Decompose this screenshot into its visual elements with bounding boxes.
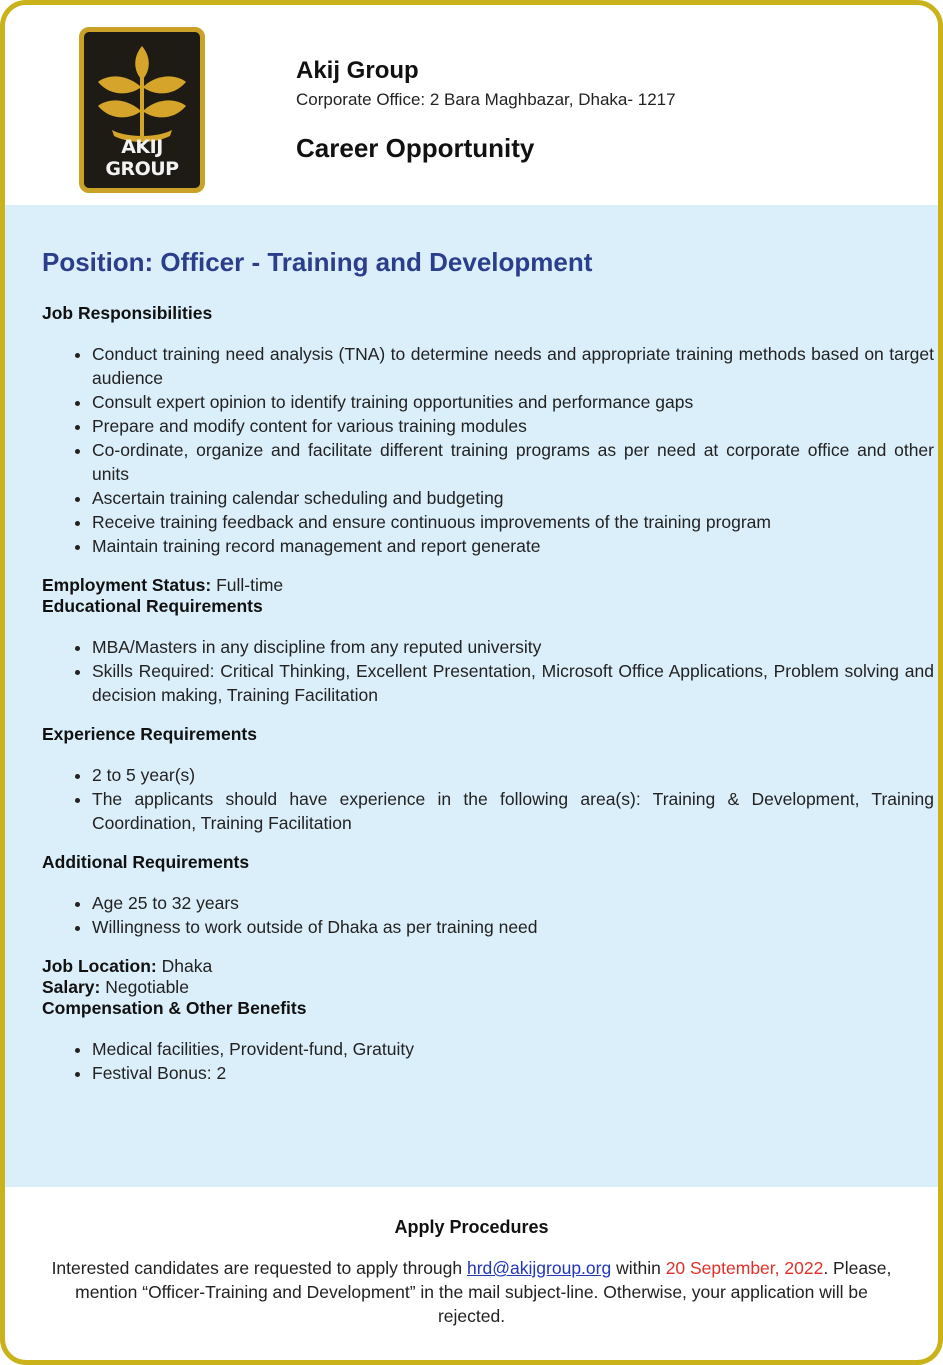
apply-text-within: within <box>611 1258 666 1278</box>
apply-text-before: Interested candidates are requested to apply through <box>51 1258 467 1278</box>
akij-group-logo <box>79 27 205 193</box>
educational-requirements-list <box>42 635 934 707</box>
salary-value: Negotiable <box>105 977 189 997</box>
job-responsibilities-list <box>42 342 934 558</box>
list-item: • Co-ordinate, organize and facilitate different training programs as per need at corporate office and other units <box>92 438 934 486</box>
company-name: Akij Group <box>296 57 419 84</box>
list-item: • Consult expert opinion to identify training opportunities and performance gaps <box>92 390 934 414</box>
employment-status-value: Full-time <box>216 575 284 595</box>
salary <box>42 977 934 998</box>
email-link[interactable]: hrd@akijgroup.org <box>466 1258 612 1278</box>
list-item: • Festival Bonus: 2 <box>92 1061 934 1085</box>
educational-requirements-heading: Educational Requirements <box>42 596 263 616</box>
job-location-label: Job Location: <box>42 956 157 976</box>
deadline-date: 20 September, 2022 <box>665 1258 824 1278</box>
position-title: Position: Officer - Training and Development <box>42 247 593 277</box>
apply-instructions <box>42 1256 902 1328</box>
list-item: • Maintain training record management and report generate <box>92 534 934 558</box>
additional-requirements-heading: Additional Requirements <box>42 852 250 872</box>
list-item: • Skills Required: Critical Thinking, Excellent Presentation, Microsoft Office Applications, Problem solving and decision making, Training Facilitation <box>92 659 934 707</box>
leaf-plant-icon <box>92 38 192 148</box>
page-title: Career Opportunity <box>296 133 535 163</box>
list-item: • 2 to 5 year(s) <box>92 763 934 787</box>
job-details-content <box>42 303 934 1085</box>
additional-requirements-list <box>42 891 934 939</box>
job-location <box>42 956 934 977</box>
apply-procedures <box>5 1187 938 1328</box>
job-responsibilities-heading: Job Responsibilities <box>42 303 213 323</box>
apply-text-after: . Please, mention “Officer-Training and Development” in the mail subject-line. Otherwise, your application will be rejected. <box>75 1258 892 1326</box>
salary-label: Salary: <box>42 977 101 997</box>
list-item: • Ascertain training calendar scheduling and budgeting <box>92 486 934 510</box>
company-address: Corporate Office: 2 Bara Maghbazar, Dhaka- 1217 <box>296 90 676 109</box>
list-item: • The applicants should have experience in the following area(s): Training & Development, Training Coordination, Training Facilitation <box>92 787 934 835</box>
header <box>5 5 938 205</box>
experience-requirements-list <box>42 763 934 835</box>
list-item: • Willingness to work outside of Dhaka as per training need <box>92 915 934 939</box>
list-item: • Medical facilities, Provident-fund, Gratuity <box>92 1037 934 1061</box>
job-details-panel <box>5 205 938 1187</box>
apply-procedures-heading: Apply Procedures <box>394 1217 549 1237</box>
job-location-value: Dhaka <box>161 956 213 976</box>
list-item: • Conduct training need analysis (TNA) to determine needs and appropriate training methods based on target audience <box>92 342 934 390</box>
employment-status <box>42 575 934 596</box>
logo-text: AKIJ GROUP <box>105 136 179 180</box>
list-item: • MBA/Masters in any discipline from any reputed university <box>92 635 934 659</box>
compensation-list <box>42 1037 934 1085</box>
compensation-heading: Compensation & Other Benefits <box>42 998 307 1018</box>
list-item: • Prepare and modify content for various training modules <box>92 414 934 438</box>
experience-requirements-heading: Experience Requirements <box>42 724 257 744</box>
employment-status-label: Employment Status: <box>42 575 212 595</box>
list-item: • Receive training feedback and ensure continuous improvements of the training program <box>92 510 934 534</box>
list-item: • Age 25 to 32 years <box>92 891 934 915</box>
